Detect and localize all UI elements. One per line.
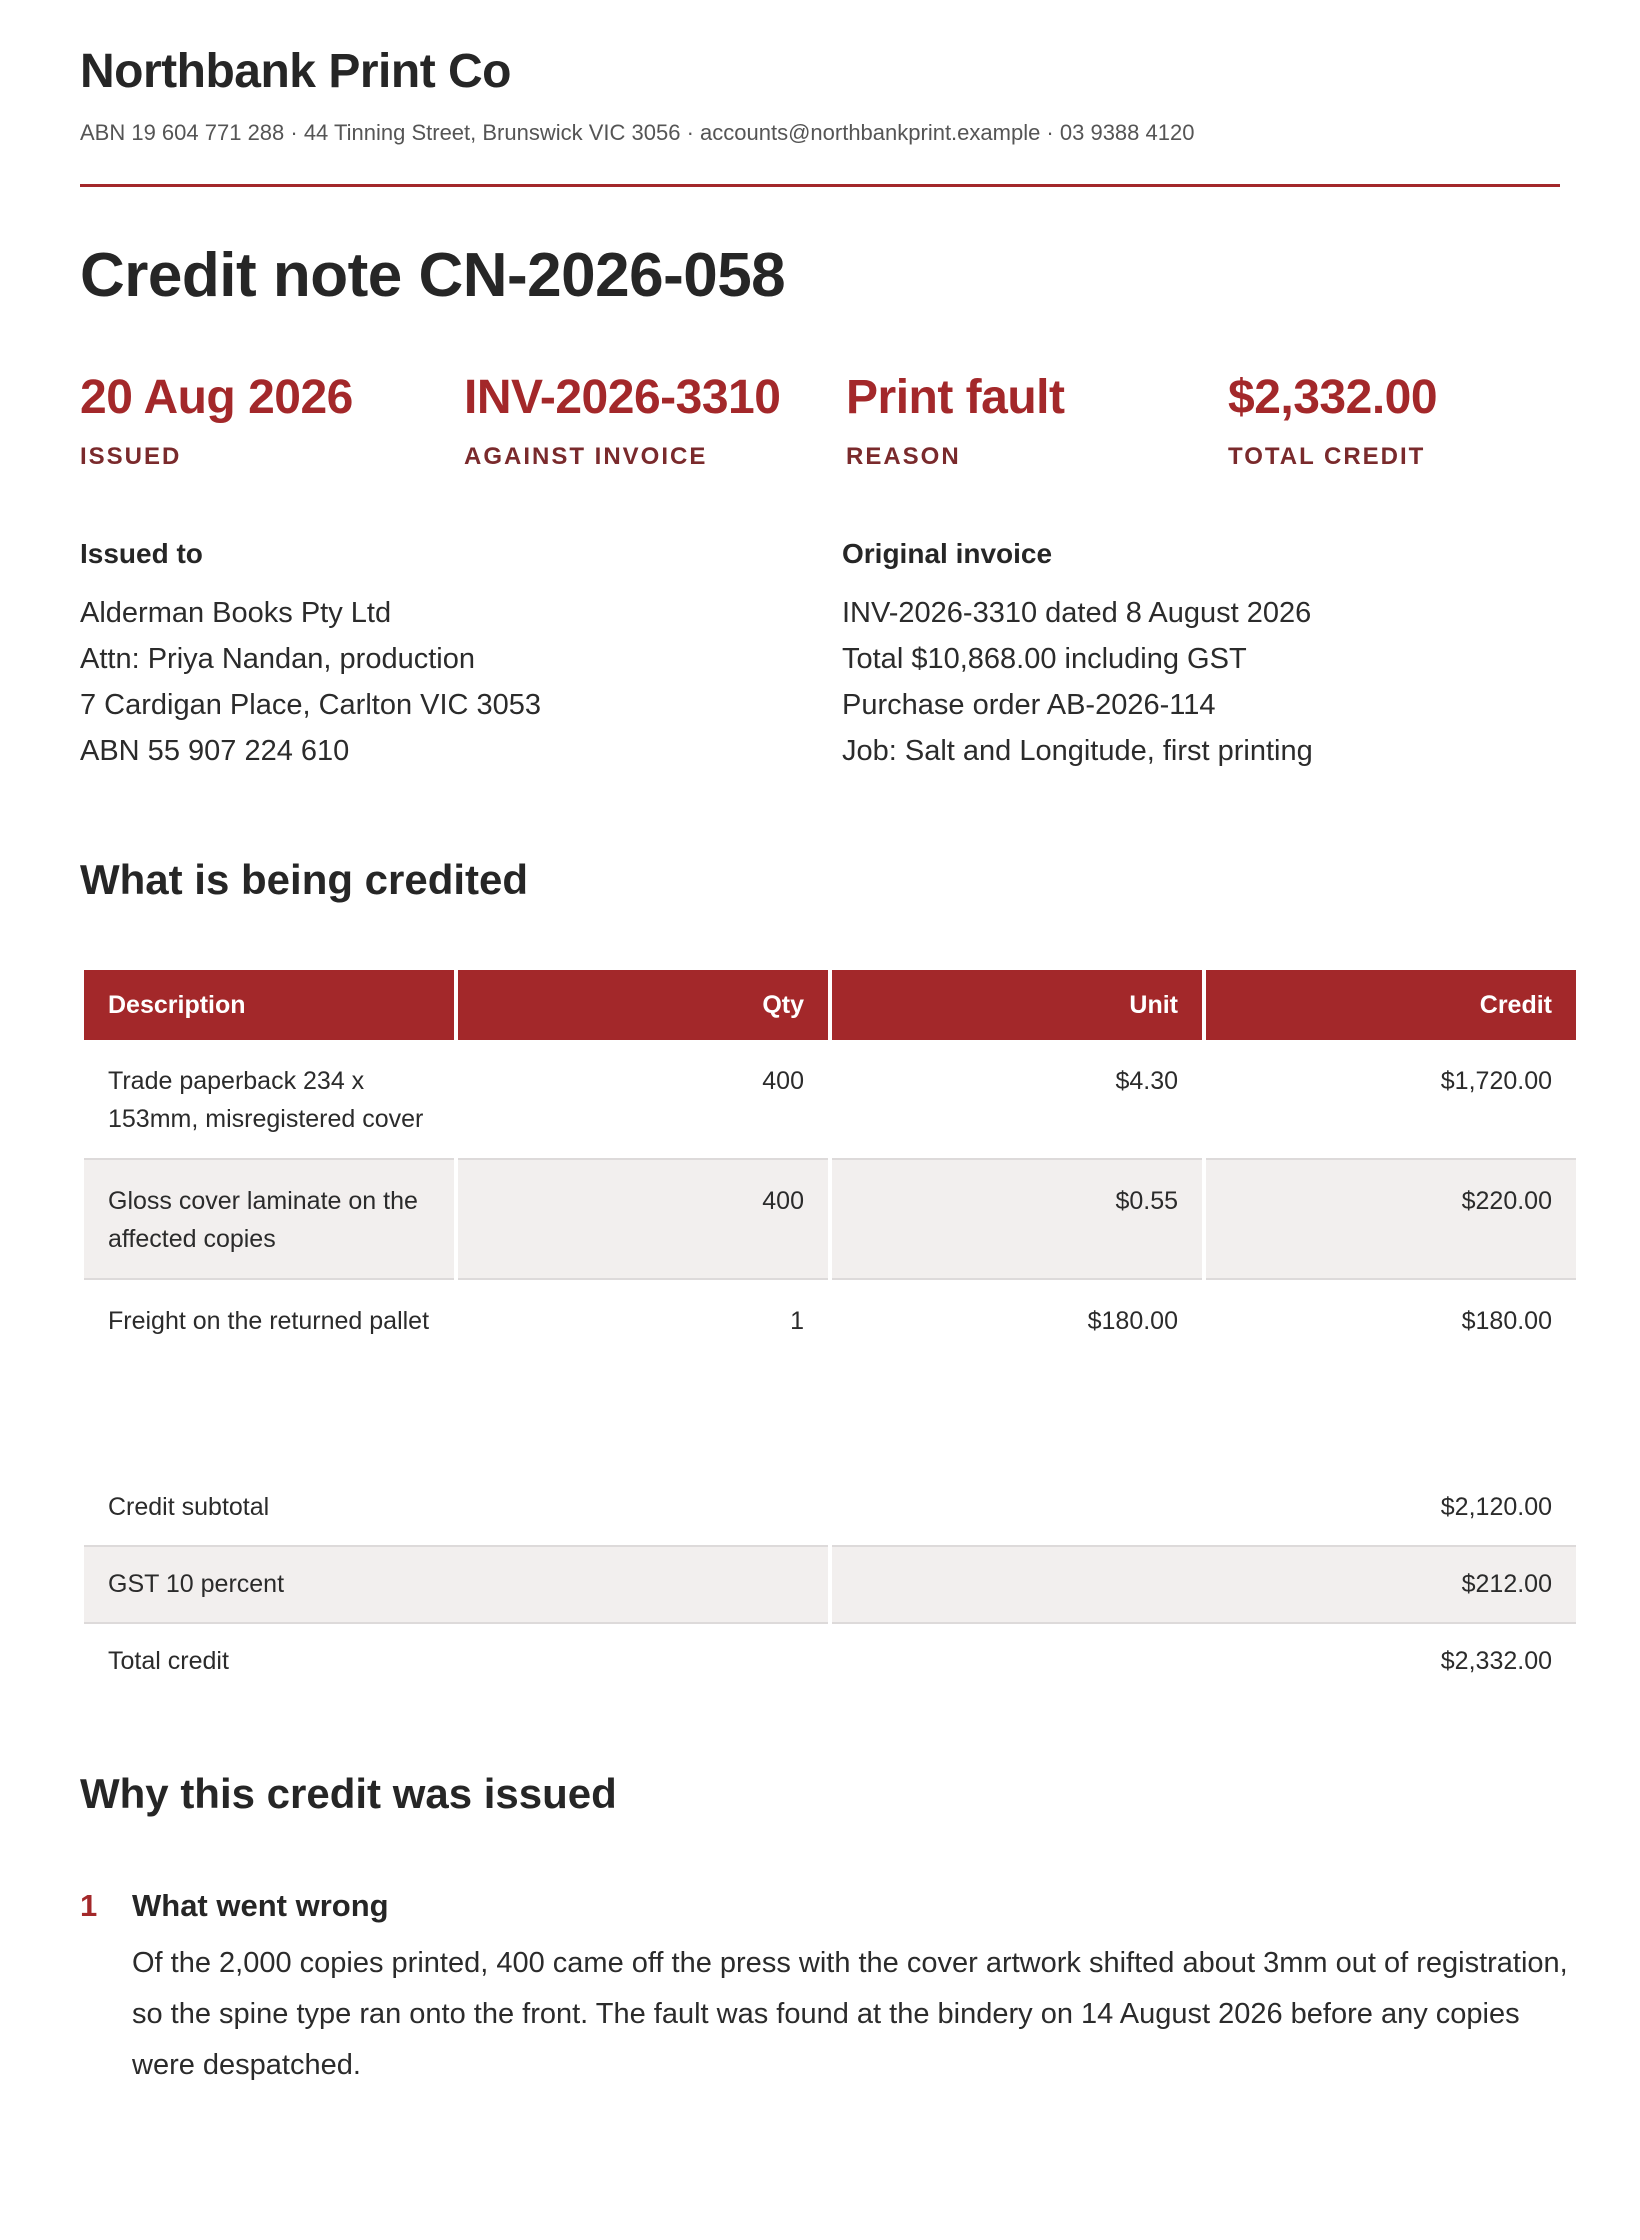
- cell-credit: $180.00: [1461, 1307, 1552, 1335]
- stat-total-credit: [1228, 370, 1437, 471]
- company-contact-details: ABN 19 604 771 288 · 44 Tinning Street, Brunswick VIC 3056 · accounts@northbankprint.example · 03 9388 4120: [80, 120, 1195, 145]
- totals-label: GST 10 percent: [84, 1547, 828, 1624]
- company-name: Northbank Print Co: [80, 45, 511, 98]
- reason-number: 1: [80, 1888, 98, 1923]
- totals-row-gst: [84, 1547, 1576, 1624]
- cell-unit: $180.00: [1087, 1307, 1178, 1335]
- table-row: [84, 1160, 1576, 1280]
- reason-text: Of the 2,000 copies printed, 400 came off the press with the cover artwork shifted about 3mm out of registration, so the spine type ran onto the front. The fault was found at the bindery on 14 August 2026 before any copies were despatched.: [132, 1947, 1568, 2081]
- original-invoice-line: Total $10,868.00 including GST: [842, 643, 1247, 675]
- original-invoice-block: [842, 538, 1313, 774]
- cell-unit: $0.55: [832, 1160, 1202, 1280]
- table-row: [84, 1040, 1576, 1160]
- stat-value: Print fault: [846, 371, 1065, 424]
- totals-label: Total credit: [108, 1647, 229, 1675]
- totals-table: [80, 1470, 1580, 1699]
- original-invoice-line: Purchase order AB-2026-114: [842, 689, 1216, 721]
- issued-to-line: ABN 55 907 224 610: [80, 735, 350, 767]
- totals-label: Credit subtotal: [84, 1470, 828, 1547]
- issued-to-line: Alderman Books Pty Ltd: [80, 597, 392, 629]
- column-header-qty: Qty: [458, 970, 828, 1040]
- reason-item: [80, 1888, 1580, 2091]
- column-header-credit: Credit: [1206, 970, 1576, 1040]
- original-invoice-line: Job: Salt and Longitude, first printing: [842, 735, 1313, 767]
- cell-qty: 400: [458, 1160, 828, 1280]
- header-divider: [80, 184, 1560, 187]
- issued-to-line: Attn: Priya Nandan, production: [80, 643, 475, 675]
- stat-value: 20 Aug 2026: [80, 371, 353, 424]
- stat-value: INV-2026-3310: [464, 371, 781, 424]
- cell-credit: $220.00: [1206, 1160, 1576, 1280]
- cell-credit: $1,720.00: [1206, 1040, 1576, 1160]
- totals-amount: $212.00: [832, 1547, 1576, 1624]
- cell-qty: 400: [458, 1040, 828, 1160]
- items-section-heading: What is being credited: [80, 856, 529, 903]
- reason-title: What went wrong: [132, 1888, 389, 1923]
- stat-issued: [80, 370, 353, 471]
- reasons-section-heading: Why this credit was issued: [80, 1770, 617, 1817]
- totals-row-subtotal: [84, 1470, 1576, 1547]
- stat-reason: [846, 370, 1065, 471]
- cell-qty: 1: [790, 1307, 804, 1335]
- original-invoice-line: INV-2026-3310 dated 8 August 2026: [842, 597, 1312, 629]
- stat-label: ISSUED: [80, 443, 182, 470]
- cell-description: Trade paperback 234 x 153mm, misregistered cover: [84, 1040, 454, 1160]
- issued-to-heading: Issued to: [80, 538, 203, 569]
- cell-description: Freight on the returned pallet: [108, 1307, 430, 1335]
- cell-description: Gloss cover laminate on the affected copies: [84, 1160, 454, 1280]
- totals-amount: $2,332.00: [1440, 1647, 1552, 1675]
- original-invoice-heading: Original invoice: [842, 538, 1053, 569]
- column-header-unit: Unit: [832, 970, 1202, 1040]
- stat-label: TOTAL CREDIT: [1228, 443, 1426, 470]
- document-title: Credit note CN-2026-058: [80, 241, 786, 310]
- issued-to-block: [80, 538, 541, 774]
- stat-label: AGAINST INVOICE: [464, 443, 708, 470]
- totals-amount: $2,120.00: [832, 1470, 1576, 1547]
- credit-items-table: [80, 970, 1580, 1360]
- stat-value: $2,332.00: [1228, 371, 1438, 424]
- issued-to-line: 7 Cardigan Place, Carlton VIC 3053: [80, 689, 542, 721]
- stat-against-invoice: [464, 370, 780, 471]
- column-header-description: Description: [84, 970, 454, 1040]
- totals-row-total: [84, 1624, 1576, 1699]
- table-header-row: [84, 970, 1576, 1040]
- stat-label: REASON: [846, 443, 961, 470]
- table-row: [84, 1280, 1576, 1360]
- reason-body: [132, 1888, 1580, 2091]
- cell-unit: $4.30: [832, 1040, 1202, 1160]
